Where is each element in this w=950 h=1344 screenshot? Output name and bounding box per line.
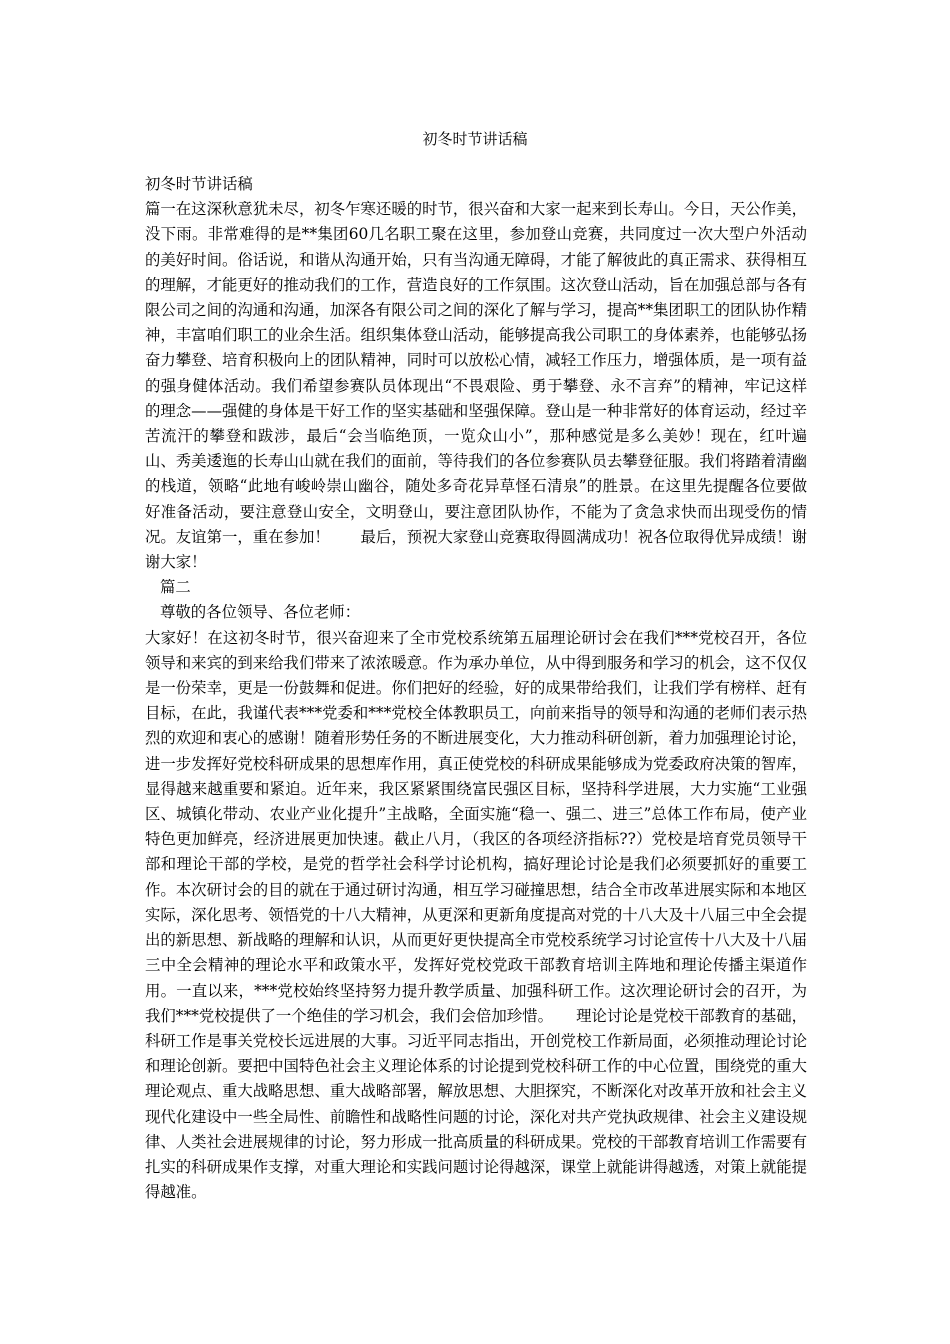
document-title: 初冬时节讲话稿: [422, 130, 528, 148]
paragraph-piece-one: 篇一在这深秋意犹未尽，初冬乍寒还暖的时节，很兴奋和大家一起来到长寿山。今日，天公作美，没下雨。非常难得的是**集团60几名职工聚在这里，参加登山竞赛，共同度过一次大型户外活动的美好时间。俗话说，和谐从沟通开始，只有当沟通无障碍，才能了解彼此的真正需求、获得相互的理解，才能更好的推动我们的工作，营造良好的工作氛围。这次登山活动，旨在加强总部与各有限公司之间的沟通和沟通，加深各有限公司之间的深化了解与学习，提高**集团职工的团队协作精神，丰富咱们职工的业余生活。组织集体登山活动，能够提高我公司职工的身体素养，也能够弘扬奋力攀登、培育积极向上的团队精神，同时可以放松心情，减轻工作压力，增强体质，是一项有益的强身健体活动。我们希望参赛队员体现出“不畏艰险、勇于攀登、永不言弃”的精神，牢记这样的理念——强健的身体是干好工作的坚实基础和坚强保障。登山是一种非常好的体育运动，经过辛苦流汗的攀登和跋涉，最后“会当临绝顶，一览众山小”，那种感觉是多么美妙！现在，红叶遍山、秀美逶迤的长寿山山就在我们的面前，等待我们的各位参赛队员去攀登征服。我们将踏着清幽的栈道，领略“此地有峻岭崇山幽谷，随处多奇花异草怪石清泉”的胜景。在这里先提醒各位要做好准备活动，要注意登山安全，文明登山，要注意团队协作，不能为了贪急求快而出现受伤的情况。友谊第一，重在参加！ 最后，预祝大家登山竞赛取得圆满成功！祝各位取得优异成绩！谢谢大家！: [145, 200, 807, 572]
paragraph-piece-two: 大家好！在这初冬时节，很兴奋迎来了全市党校系统第五届理论研讨会在我们***党校召开，各位领导和来宾的到来给我们带来了浓浓暖意。作为承办单位，从中得到服务和学习的机会，这不仅仅是一份荣幸，更是一份鼓舞和促进。你们把好的经验，好的成果带给我们，让我们学有榜样、赶有目标，在此，我谨代表***党委和***党校全体教职员工，向前来指导的领导和沟通的老师们表示热烈的欢迎和衷心的感谢！随着形势任务的不断进展变化，大力推动科研创新，着力加强理论讨论，进一步发挥好党校科研成果的思想库作用，真正使党校的科研成果能够成为党委政府决策的智库，显得越来越重要和紧迫。近年来，我区紧紧围绕富民强区目标，坚持科学进展，大力实施“工业强区、城镇化带动、农业产业化提升”主战略，全面实施“稳一、强二、进三”总体工作布局，使产业特色更加鲜亮，经济进展更加快速。截止八月，（我区的各项经济指标??）党校是培育党员领导干部和理论干部的学校，是党的哲学社会科学讨论机构，搞好理论讨论是我们必须要抓好的重要工作。本次研讨会的目的就在于通过研讨沟通，相互学习碰撞思想，结合全市改革进展实际和本地区实际，深化思考、领悟党的十八大精神，从更深和更新角度提高对党的十八大及十八届三中全会提出的新思想、新战略的理解和认识，从而更好更快提高全市党校系统学习讨论宣传十八大及十八届三中全会精神的理论水平和政策水平，发挥好党校党政干部教育培训主阵地和理论传播主渠道作用。一直以来，***党校始终坚持努力提升教学质量、加强科研工作。这次理论研讨会的召开，为我们***党校提供了一个绝佳的学习机会，我们会倍加珍惜。 理论讨论是党校干部教育的基础，科研工作是事关党校长远进展的大事。习近平同志指出，开创党校工作新局面，必须推动理论讨论和理论创新。要把中国特色社会主义理论体系的讨论提到党校科研工作的中心位置，围绕党的重大理论观点、重大战略思想、重大战略部署，解放思想、大胆探究，不断深化对改革开放和社会主义现代化建设中一些全局性、前瞻性和战略性问题的讨论，深化对共产党执政规律、社会主义建设规律、人类社会进展规律的讨论，努力形成一批高质量的科研成果。党校的干部教育培训工作需要有扎实的科研成果作支撑，对重大理论和实践问题讨论得越深，课堂上就能讲得越透，对策上就能提得越准。: [145, 628, 807, 1202]
document-subtitle: 初冬时节讲话稿: [145, 175, 253, 193]
greeting-line: 尊敬的各位领导、各位老师：: [160, 603, 361, 622]
document-body: [145, 172, 807, 1205]
piece-two-heading: 篇二: [160, 578, 191, 597]
